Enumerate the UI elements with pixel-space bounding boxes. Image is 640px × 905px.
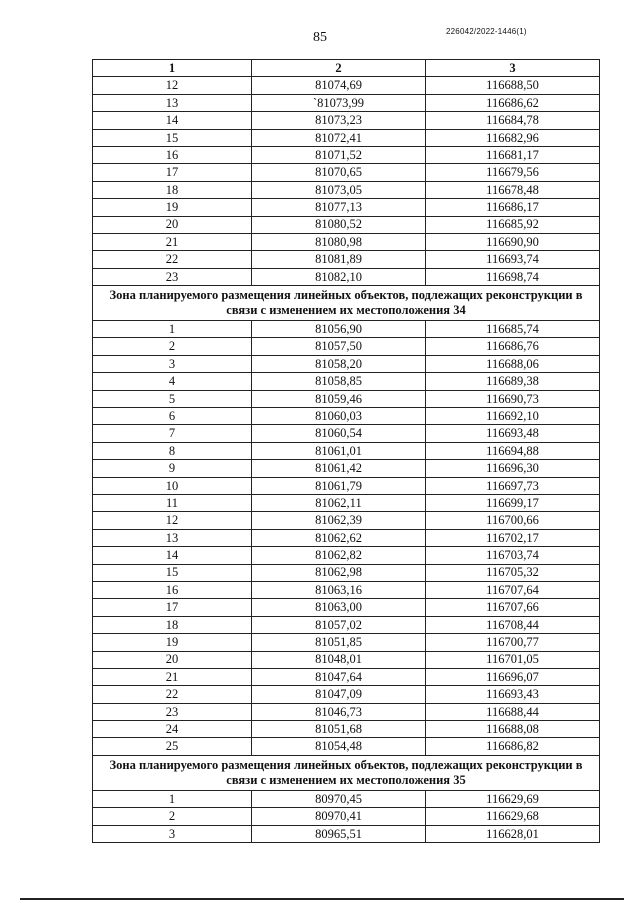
point-number-cell: 1 (93, 790, 252, 807)
y-coordinate-cell: 116705,32 (426, 564, 600, 581)
column-header: 3 (426, 60, 600, 77)
point-number-cell: 2 (93, 338, 252, 355)
point-number-cell: 20 (93, 216, 252, 233)
table-row (93, 477, 600, 494)
x-coordinate-cell: 81058,20 (252, 355, 426, 372)
table-row (93, 338, 600, 355)
document-id: 226042/2022-1446(1) (446, 27, 527, 36)
x-coordinate-cell: 81051,85 (252, 634, 426, 651)
x-coordinate-cell: 81080,52 (252, 216, 426, 233)
x-coordinate-cell: 81056,90 (252, 321, 426, 338)
table-row (93, 686, 600, 703)
y-coordinate-cell: 116686,17 (426, 199, 600, 216)
y-coordinate-cell: 116693,74 (426, 251, 600, 268)
table-row (93, 703, 600, 720)
x-coordinate-cell: 81047,64 (252, 668, 426, 685)
x-coordinate-cell: `81073,99 (252, 94, 426, 111)
x-coordinate-cell: 81073,23 (252, 112, 426, 129)
x-coordinate-cell: 80970,45 (252, 790, 426, 807)
point-number-cell: 6 (93, 408, 252, 425)
point-number-cell: 4 (93, 373, 252, 390)
column-header: 2 (252, 60, 426, 77)
y-coordinate-cell: 116629,69 (426, 790, 600, 807)
point-number-cell: 11 (93, 494, 252, 511)
table-row (93, 233, 600, 250)
point-number-cell: 12 (93, 77, 252, 94)
point-number-cell: 1 (93, 321, 252, 338)
zone-title-row (93, 286, 600, 321)
y-coordinate-cell: 116693,43 (426, 686, 600, 703)
table-row (93, 599, 600, 616)
x-coordinate-cell: 81057,02 (252, 616, 426, 633)
y-coordinate-cell: 116629,68 (426, 808, 600, 825)
table-row (93, 581, 600, 598)
table-row (93, 808, 600, 825)
y-coordinate-cell: 116686,62 (426, 94, 600, 111)
table-row (93, 547, 600, 564)
point-number-cell: 21 (93, 233, 252, 250)
y-coordinate-cell: 116685,92 (426, 216, 600, 233)
y-coordinate-cell: 116696,30 (426, 460, 600, 477)
zone-title: Зона планируемого размещения линейных объектов, подлежащих реконструкции в связи с изменением их местоположения 35 (93, 755, 600, 790)
table-row (93, 321, 600, 338)
table-row (93, 634, 600, 651)
point-number-cell: 8 (93, 442, 252, 459)
point-number-cell: 7 (93, 425, 252, 442)
point-number-cell: 25 (93, 738, 252, 755)
bottom-rule (20, 898, 624, 900)
y-coordinate-cell: 116690,90 (426, 233, 600, 250)
table-row (93, 651, 600, 668)
coordinates-table-body (93, 60, 600, 843)
point-number-cell: 3 (93, 355, 252, 372)
table-row (93, 199, 600, 216)
x-coordinate-cell: 81062,82 (252, 547, 426, 564)
x-coordinate-cell: 81061,01 (252, 442, 426, 459)
table-row (93, 77, 600, 94)
x-coordinate-cell: 81080,98 (252, 233, 426, 250)
y-coordinate-cell: 116700,66 (426, 512, 600, 529)
table-row (93, 494, 600, 511)
zone-title-row (93, 755, 600, 790)
x-coordinate-cell: 81071,52 (252, 146, 426, 163)
x-coordinate-cell: 81061,79 (252, 477, 426, 494)
y-coordinate-cell: 116697,73 (426, 477, 600, 494)
point-number-cell: 20 (93, 651, 252, 668)
x-coordinate-cell: 81063,00 (252, 599, 426, 616)
point-number-cell: 24 (93, 721, 252, 738)
y-coordinate-cell: 116694,88 (426, 442, 600, 459)
point-number-cell: 18 (93, 181, 252, 198)
x-coordinate-cell: 81047,09 (252, 686, 426, 703)
x-coordinate-cell: 81062,98 (252, 564, 426, 581)
y-coordinate-cell: 116686,82 (426, 738, 600, 755)
y-coordinate-cell: 116689,38 (426, 373, 600, 390)
table-row (93, 164, 600, 181)
y-coordinate-cell: 116678,48 (426, 181, 600, 198)
point-number-cell: 13 (93, 529, 252, 546)
x-coordinate-cell: 81057,50 (252, 338, 426, 355)
zone-title: Зона планируемого размещения линейных объектов, подлежащих реконструкции в связи с изменением их местоположения 34 (93, 286, 600, 321)
x-coordinate-cell: 81060,54 (252, 425, 426, 442)
point-number-cell: 10 (93, 477, 252, 494)
y-coordinate-cell: 116686,76 (426, 338, 600, 355)
table-row (93, 181, 600, 198)
table-row (93, 251, 600, 268)
point-number-cell: 14 (93, 112, 252, 129)
y-coordinate-cell: 116628,01 (426, 825, 600, 842)
point-number-cell: 22 (93, 686, 252, 703)
table-row (93, 564, 600, 581)
x-coordinate-cell: 81082,10 (252, 268, 426, 285)
table-row (93, 146, 600, 163)
y-coordinate-cell: 116699,17 (426, 494, 600, 511)
point-number-cell: 19 (93, 199, 252, 216)
x-coordinate-cell: 80970,41 (252, 808, 426, 825)
table-row (93, 268, 600, 285)
point-number-cell: 3 (93, 825, 252, 842)
y-coordinate-cell: 116688,06 (426, 355, 600, 372)
table-row (93, 390, 600, 407)
y-coordinate-cell: 116701,05 (426, 651, 600, 668)
table-header-row (93, 60, 600, 77)
point-number-cell: 21 (93, 668, 252, 685)
point-number-cell: 16 (93, 581, 252, 598)
x-coordinate-cell: 81054,48 (252, 738, 426, 755)
point-number-cell: 18 (93, 616, 252, 633)
x-coordinate-cell: 81060,03 (252, 408, 426, 425)
table-row (93, 425, 600, 442)
x-coordinate-cell: 80965,51 (252, 825, 426, 842)
y-coordinate-cell: 116696,07 (426, 668, 600, 685)
x-coordinate-cell: 81070,65 (252, 164, 426, 181)
table-row (93, 512, 600, 529)
x-coordinate-cell: 81063,16 (252, 581, 426, 598)
y-coordinate-cell: 116682,96 (426, 129, 600, 146)
point-number-cell: 15 (93, 564, 252, 581)
table-row (93, 460, 600, 477)
y-coordinate-cell: 116684,78 (426, 112, 600, 129)
table-row (93, 373, 600, 390)
table-row (93, 721, 600, 738)
point-number-cell: 19 (93, 634, 252, 651)
x-coordinate-cell: 81061,42 (252, 460, 426, 477)
x-coordinate-cell: 81081,89 (252, 251, 426, 268)
table-row (93, 216, 600, 233)
x-coordinate-cell: 81073,05 (252, 181, 426, 198)
y-coordinate-cell: 116688,08 (426, 721, 600, 738)
x-coordinate-cell: 81074,69 (252, 77, 426, 94)
x-coordinate-cell: 81051,68 (252, 721, 426, 738)
x-coordinate-cell: 81062,11 (252, 494, 426, 511)
y-coordinate-cell: 116700,77 (426, 634, 600, 651)
point-number-cell: 15 (93, 129, 252, 146)
x-coordinate-cell: 81046,73 (252, 703, 426, 720)
page-number: 85 (313, 30, 327, 45)
point-number-cell: 23 (93, 268, 252, 285)
column-header: 1 (93, 60, 252, 77)
y-coordinate-cell: 116698,74 (426, 268, 600, 285)
table-row (93, 129, 600, 146)
y-coordinate-cell: 116692,10 (426, 408, 600, 425)
y-coordinate-cell: 116703,74 (426, 547, 600, 564)
y-coordinate-cell: 116702,17 (426, 529, 600, 546)
y-coordinate-cell: 116688,50 (426, 77, 600, 94)
point-number-cell: 17 (93, 599, 252, 616)
y-coordinate-cell: 116707,64 (426, 581, 600, 598)
x-coordinate-cell: 81072,41 (252, 129, 426, 146)
x-coordinate-cell: 81062,62 (252, 529, 426, 546)
y-coordinate-cell: 116707,66 (426, 599, 600, 616)
point-number-cell: 2 (93, 808, 252, 825)
y-coordinate-cell: 116693,48 (426, 425, 600, 442)
table-row (93, 738, 600, 755)
point-number-cell: 9 (93, 460, 252, 477)
y-coordinate-cell: 116708,44 (426, 616, 600, 633)
point-number-cell: 17 (93, 164, 252, 181)
x-coordinate-cell: 81058,85 (252, 373, 426, 390)
table-row (93, 94, 600, 111)
table-row (93, 825, 600, 842)
y-coordinate-cell: 116685,74 (426, 321, 600, 338)
point-number-cell: 23 (93, 703, 252, 720)
x-coordinate-cell: 81077,13 (252, 199, 426, 216)
table-row (93, 442, 600, 459)
point-number-cell: 13 (93, 94, 252, 111)
table-row (93, 616, 600, 633)
table-row (93, 790, 600, 807)
y-coordinate-cell: 116681,17 (426, 146, 600, 163)
y-coordinate-cell: 116679,56 (426, 164, 600, 181)
table-row (93, 408, 600, 425)
point-number-cell: 14 (93, 547, 252, 564)
table-row (93, 355, 600, 372)
point-number-cell: 16 (93, 146, 252, 163)
point-number-cell: 5 (93, 390, 252, 407)
point-number-cell: 12 (93, 512, 252, 529)
x-coordinate-cell: 81062,39 (252, 512, 426, 529)
x-coordinate-cell: 81059,46 (252, 390, 426, 407)
y-coordinate-cell: 116688,44 (426, 703, 600, 720)
coordinates-table (92, 59, 600, 843)
table-row (93, 529, 600, 546)
table-row (93, 112, 600, 129)
table-row (93, 668, 600, 685)
y-coordinate-cell: 116690,73 (426, 390, 600, 407)
x-coordinate-cell: 81048,01 (252, 651, 426, 668)
point-number-cell: 22 (93, 251, 252, 268)
